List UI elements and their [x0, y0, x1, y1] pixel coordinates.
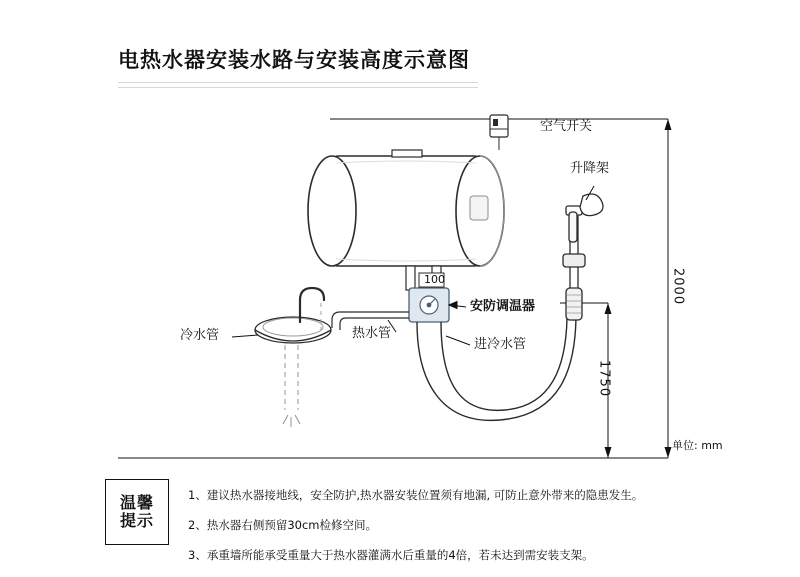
label-hot-water-pipe: 热水管: [352, 326, 392, 341]
tips-badge-line1: 温馨: [119, 492, 154, 512]
dimension-total-height: 2000: [670, 268, 686, 306]
label-lift-bracket: 升降架: [570, 161, 610, 176]
tips-list: [188, 487, 688, 577]
page-title: 电热水器安装水路与安装高度示意图: [118, 48, 470, 72]
tips-item: 3、承重墙所能承受重量大于热水器灌满水后重量的4倍，若未达到需安装支架。: [188, 548, 594, 562]
tips-item: 2、热水器右侧预留30cm检修空间。: [188, 518, 377, 532]
tips-badge: [105, 479, 169, 545]
label-inlet-cold-water-pipe: 进冷水管: [474, 337, 527, 352]
tips-item: 1、建议热水器接地线，安全防护,热水器安装位置须有地漏, 可防止意外带来的隐患发生。: [188, 488, 644, 502]
label-thermostat: 安防调温器: [470, 299, 536, 314]
tips-badge-line2: 提示: [119, 511, 154, 530]
label-gauge-value: 100: [424, 273, 445, 286]
label-cold-water-pipe: 冷水管: [180, 328, 220, 343]
label-air-switch: 空气开关: [540, 119, 593, 134]
label-unit-note: 单位: mm: [672, 439, 723, 452]
dimension-lower-height: 1750: [596, 360, 612, 398]
